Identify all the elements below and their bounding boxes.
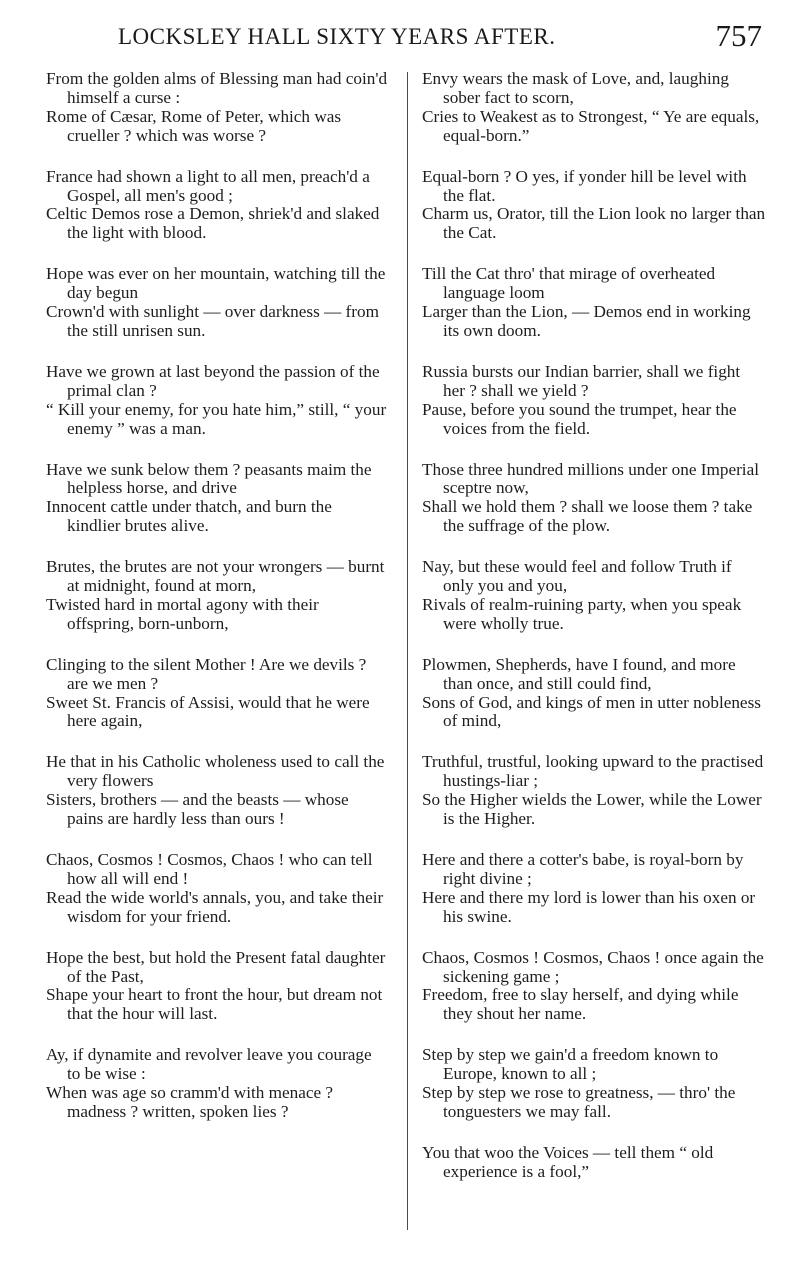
column-divider	[407, 72, 408, 1230]
stanza	[46, 461, 388, 537]
stanza	[422, 558, 766, 634]
verse-line: Sons of God, and kings of men in utter nobleness of mind,	[422, 692, 761, 731]
verse-line: Till the Cat thro' that mirage of overheated language loom	[422, 264, 716, 303]
page-header	[0, 18, 800, 58]
verse-line: Brutes, the brutes are not your wrongers — burnt at midnight, found at morn,	[46, 557, 385, 596]
verse-line: Have we sunk below them ? peasants maim the helpless horse, and drive	[46, 459, 372, 498]
stanza	[46, 265, 388, 341]
verse-line: Rome of Cæsar, Rome of Peter, which was crueller ? which was worse ?	[46, 106, 342, 145]
verse-line: Here and there my lord is lower than his oxen or his swine.	[422, 887, 756, 926]
stanza	[422, 656, 766, 732]
stanza	[422, 70, 766, 146]
verse-line: Shape your heart to front the hour, but dream not that the hour will last.	[46, 985, 383, 1024]
verse-line: Chaos, Cosmos ! Cosmos, Chaos ! once again the sickening game ;	[422, 947, 764, 986]
verse-line: Russia bursts our Indian barrier, shall we fight her ? shall we yield ?	[422, 361, 741, 400]
right-column	[422, 70, 766, 1204]
verse-line: France had shown a light to all men, preach'd a Gospel, all men's good ;	[46, 166, 370, 205]
stanza	[422, 1144, 766, 1182]
verse-line: Celtic Demos rose a Demon, shriek'd and slaked the light with blood.	[46, 204, 380, 243]
verse-line: Ay, if dynamite and revolver leave you courage to be wise :	[46, 1045, 372, 1084]
stanza	[46, 949, 388, 1025]
verse-line: From the golden alms of Blessing man had coin'd himself a curse :	[46, 69, 388, 107]
verse-line: Shall we hold them ? shall we loose them ? take the suffrage of the plow.	[422, 497, 753, 536]
verse-line: Larger than the Lion, — Demos end in working its own doom.	[422, 302, 751, 340]
verse-line: Those three hundred millions under one Imperial sceptre now,	[422, 459, 759, 498]
verse-line: Plowmen, Shepherds, have I found, and more than once, and still could find,	[422, 654, 736, 693]
stanza	[422, 1046, 766, 1122]
verse-line: Truthful, trustful, looking upward to the practised hustings-liar ;	[422, 752, 764, 791]
verse-line: Charm us, Orator, till the Lion look no larger than the Cat.	[422, 204, 766, 243]
verse-line: Have we grown at last beyond the passion of the primal clan ?	[46, 361, 380, 400]
verse-line: You that woo the Voices — tell them “ old experience is a fool,”	[422, 1142, 714, 1181]
verse-line: Equal-born ? O yes, if yonder hill be level with the flat.	[422, 166, 747, 205]
verse-line: Pause, before you sound the trumpet, hear the voices from the field.	[422, 399, 737, 438]
verse-line: Envy wears the mask of Love, and, laughing sober fact to scorn,	[422, 69, 729, 107]
page-number: 757	[715, 18, 762, 53]
verse-line: Step by step we gain'd a freedom known to Europe, known to all ;	[422, 1045, 719, 1084]
verse-line: Hope the best, but hold the Present fatal daughter of the Past,	[46, 947, 386, 986]
verse-line: Chaos, Cosmos ! Cosmos, Chaos ! who can tell how all will end !	[46, 850, 373, 888]
verse-line: He that in his Catholic wholeness used to call the very flowers	[46, 752, 385, 791]
verse-line: Rivals of realm-ruining party, when you speak were wholly true.	[422, 594, 742, 633]
verse-line: Read the wide world's annals, you, and take their wisdom for your friend.	[46, 887, 384, 926]
stanza	[422, 363, 766, 439]
verse-line: Twisted hard in mortal agony with their offspring, born-unborn,	[46, 594, 319, 633]
stanza	[46, 1046, 388, 1122]
verse-line: “ Kill your enemy, for you hate him,” still, “ your enemy ” was a man.	[46, 399, 387, 438]
verse-line: Sisters, brothers — and the beasts — whose pains are hardly less than ours !	[46, 790, 349, 829]
verse-line: When was age so cramm'd with menace ? madness ? written, spoken lies ?	[46, 1083, 334, 1121]
verse-line: Cries to Weakest as to Strongest, “ Ye are equals, equal-born.”	[422, 106, 760, 145]
verse-line: Crown'd with sunlight — over darkness — from the still unrisen sun.	[46, 302, 379, 340]
stanza	[422, 461, 766, 537]
verse-line: Hope was ever on her mountain, watching till the day begun	[46, 264, 386, 303]
stanza	[422, 753, 766, 829]
stanza	[46, 558, 388, 634]
verse-line: Freedom, free to slay herself, and dying while they shout her name.	[422, 985, 739, 1024]
verse-line: Sweet St. Francis of Assisi, would that he were here again,	[46, 692, 370, 731]
verse-line: So the Higher wields the Lower, while the Lower is the Higher.	[422, 790, 762, 829]
verse-line: Nay, but these would feel and follow Truth if only you and you,	[422, 557, 732, 596]
running-title: LOCKSLEY HALL SIXTY YEARS AFTER.	[118, 24, 556, 49]
stanza	[46, 851, 388, 927]
stanza	[46, 656, 388, 732]
stanza	[422, 265, 766, 341]
verse-line: Step by step we rose to greatness, — thro' the tonguesters we may fall.	[422, 1083, 736, 1121]
verse-line: Here and there a cotter's babe, is royal-born by right divine ;	[422, 850, 744, 888]
stanza	[46, 168, 388, 244]
stanza	[46, 363, 388, 439]
verse-line: Innocent cattle under thatch, and burn the kindlier brutes alive.	[46, 497, 332, 536]
stanza	[422, 168, 766, 244]
stanza	[46, 70, 388, 146]
stanza	[422, 851, 766, 927]
verse-line: Clinging to the silent Mother ! Are we devils ? are we men ?	[46, 654, 367, 693]
stanza	[422, 949, 766, 1025]
left-column	[46, 70, 388, 1144]
stanza	[46, 753, 388, 829]
